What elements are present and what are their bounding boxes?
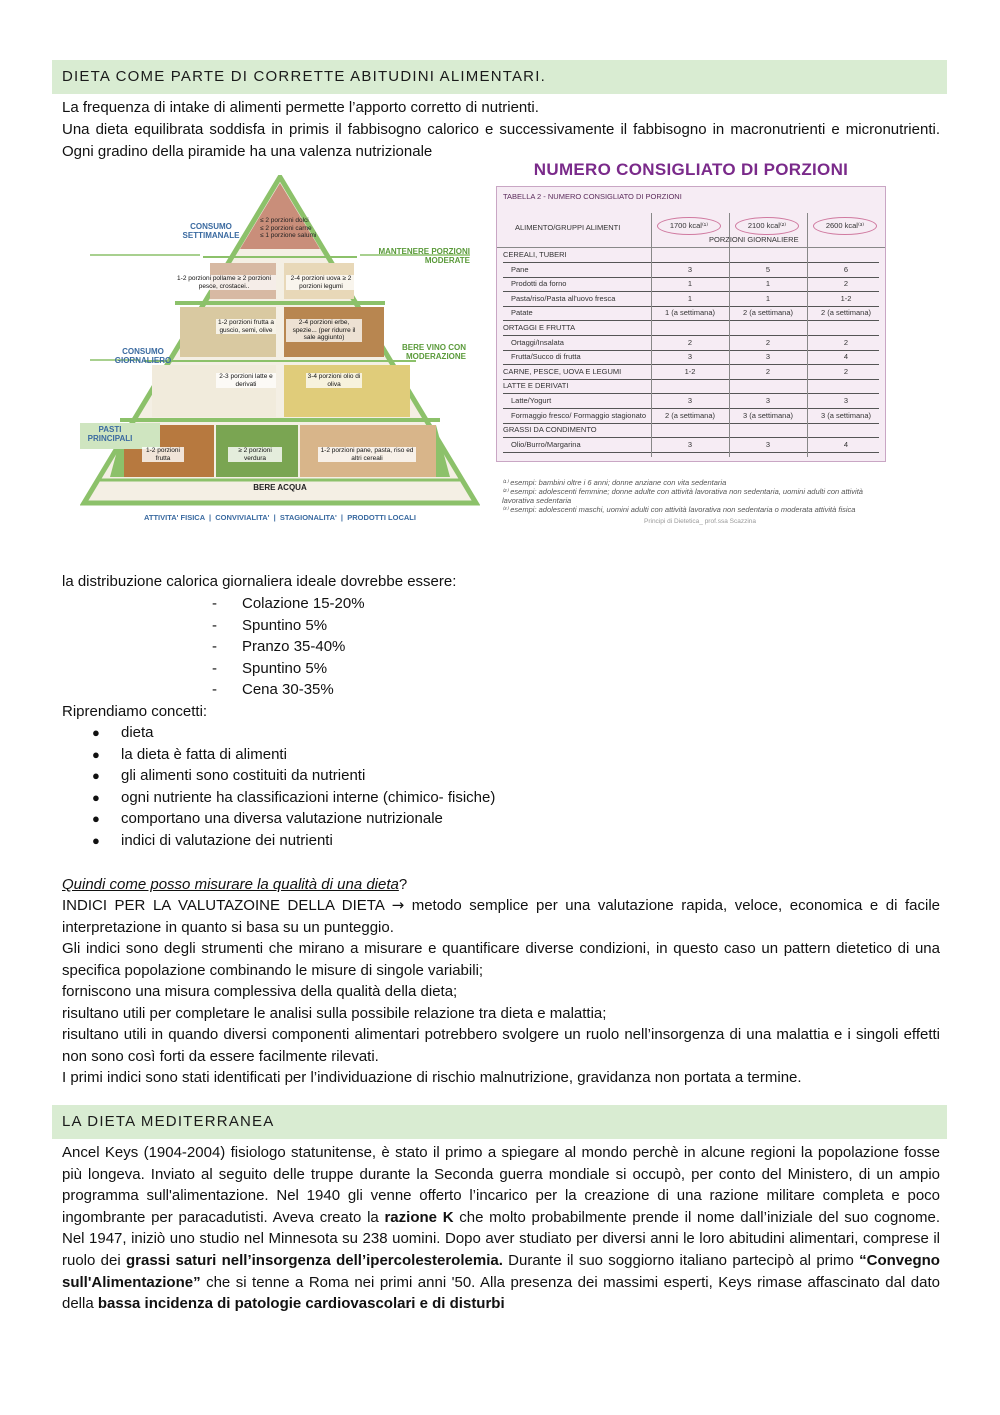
row-divider	[503, 393, 879, 394]
row-divider	[503, 277, 879, 278]
row-label: Latte/Yogurt	[511, 396, 552, 405]
row-value: 3	[687, 352, 693, 362]
credit: Principi di Dietetica_ prof.ssa Scazzina	[644, 518, 756, 525]
tier-top-text	[260, 217, 330, 240]
row-value: 3	[687, 264, 693, 274]
row-label: Formaggio fresco/ Formaggio stagionato	[511, 410, 647, 420]
subheader: PORZIONI GIORNALIERE	[709, 235, 799, 244]
note: ⁽¹⁾ esempi: bambini oltre i 6 anni; donne anziane con vita sedentaria	[502, 478, 727, 487]
section-heading-mediterranea: LA DIETA MEDITERRANEA	[52, 1105, 947, 1139]
row-value: 3	[843, 396, 849, 405]
tier-top-line: ≤ 1 porzione salumi	[260, 232, 317, 239]
row-value: 2 (a settimana)	[664, 410, 716, 420]
distribution-item-label: Colazione 15-20%	[242, 595, 365, 612]
row-divider	[503, 350, 879, 351]
intro-line: La frequenza di intake di alimenti permette l’apporto corretto di nutrienti.	[62, 99, 539, 116]
row-value: 3	[765, 352, 771, 362]
label-consumo-giornaliero: CONSUMO GIORNALIERO	[114, 347, 172, 365]
concepts-intro: Riprendiamo concetti:	[62, 703, 208, 720]
tier3-right-text: 2-4 porzioni erbe, spezie... (per ridurre il sale aggiunto)	[286, 319, 362, 342]
question-text: Quindi come posso misurare la qualità di una dieta	[62, 876, 399, 893]
row-label: Olio/Burro/Margarina	[511, 439, 581, 449]
row-divider	[503, 291, 879, 292]
label-bere-vino: BERE VINO CON MODERAZIONE	[401, 343, 466, 361]
keys-bold: razione K	[384, 1208, 454, 1226]
label-consumo-settimanale: CONSUMO SETTIMANALE	[182, 222, 240, 240]
note: ⁽³⁾ esempi: adolescenti maschi, uomini adulti con attività lavorativa non sedentaria o moderata attività fisica	[502, 505, 856, 514]
concept-item-label: comportano una diversa valutazione nutrizionale	[121, 810, 443, 828]
indices-paragraph-5: risultano utili in quando diversi componenti alimentari potrebbero svolgere un ruolo nell’insorgenza di una malattia e i singoli effetti non sono così forti da essere facilmente rilevati.	[62, 1026, 940, 1065]
indices-paragraph-6: I primi indici sono stati identificati per l’individuazione di rischio malnutrizione, gravidanza non portata a termine.	[62, 1069, 802, 1086]
col-divider	[729, 213, 730, 457]
row-divider	[503, 262, 879, 263]
row-value: 1 (a settimana)	[664, 308, 716, 318]
row-label: Pasta/riso/Pasta all'uovo fresca	[511, 293, 616, 303]
pyramid-base-label: BERE ACQUA	[253, 483, 307, 492]
tier2-right-text: 2-4 porzioni uova ≥ 2 porzioni legumi	[286, 275, 356, 290]
row-label: Frutta/Succo di frutta	[511, 352, 581, 362]
row-label: Pane	[511, 264, 529, 274]
row-label: Prodotti da forno	[511, 279, 567, 289]
row-value: 2	[843, 337, 849, 347]
bullet-icon: ●	[92, 746, 100, 762]
note: ⁽²⁾ esempi: adolescenti femmine; donne adulte con attività lavorativa non sedentaria, uomini adulti con attività lavorativa sedentaria	[502, 487, 863, 505]
dash-marker: -	[212, 616, 217, 634]
row-value: 2 (a settimana)	[742, 308, 794, 318]
pyramid-footer: ATTIVITA' FISICA | CONVIVIALITA' | STAGIONALITA' | PRODOTTI LOCALI	[144, 513, 416, 522]
row-divider	[503, 379, 879, 380]
kcal-header: 1700 kcal⁽¹⁾	[657, 217, 721, 235]
row-value: 1-2	[840, 293, 852, 303]
tier5-frutta-text: 1-2 porzioni frutta	[142, 447, 184, 462]
bullet-icon: ●	[92, 789, 100, 805]
row-divider	[503, 364, 879, 365]
row-divider	[503, 452, 879, 453]
portions-table-figure	[494, 160, 888, 532]
row-value: 2	[765, 337, 771, 347]
concept-item-label: dieta	[121, 724, 154, 741]
row-value: 3	[765, 439, 771, 449]
portions-notes	[502, 478, 882, 514]
row-value: 3	[765, 396, 771, 405]
row-value: 1	[687, 279, 693, 289]
indices-paragraph-4: risultano utili per completare le analisi sulla possibile relazione tra dieta e malattia;	[62, 1005, 607, 1022]
bullet-icon: ●	[92, 768, 100, 784]
col-divider	[807, 213, 808, 457]
indices-title: INDICI PER LA VALUTAZOINE DELLA DIETA	[62, 897, 385, 914]
dash-marker: -	[212, 681, 217, 699]
indices-paragraph-1	[62, 895, 940, 938]
distribution-item-label: Cena 30-35%	[242, 681, 334, 699]
row-divider	[503, 306, 879, 307]
row-value: 2	[843, 366, 849, 376]
divider	[497, 247, 885, 248]
concept-item-label: ogni nutriente ha classificazioni interne (chimico- fisiche)	[121, 788, 496, 806]
label-pasti-principali: PASTI PRINCIPALI	[87, 425, 133, 443]
row-label: ORTAGGI E FRUTTA	[503, 323, 576, 332]
row-label: GRASSI DA CONDIMENTO	[503, 425, 597, 435]
indices-paragraph-3: forniscono una misura complessiva della qualità della dieta;	[62, 983, 458, 1000]
tier5-cereali-text: 1-2 porzioni pane, pasta, riso ed altri cereali	[318, 447, 416, 462]
table-caption: TABELLA 2 - NUMERO CONSIGLIATO DI PORZIONI	[503, 192, 682, 201]
row-value: 2	[843, 279, 849, 289]
row-value: 2	[765, 366, 771, 376]
row-divider	[503, 320, 879, 321]
tier2-left-text: 1-2 porzioni pollame ≥ 2 porzioni pesce, crostacei..	[172, 275, 276, 290]
concept-item-label: gli alimenti sono costituiti da nutrienti	[121, 767, 366, 785]
arrow-icon: →	[391, 896, 405, 914]
distribution-intro: la distribuzione calorica giornaliera ideale dovrebbe essere:	[62, 573, 457, 590]
tier3-left-text: 1-2 porzioni frutta a guscio, semi, olive	[217, 319, 274, 334]
row-value: 3 (a settimana)	[742, 410, 794, 420]
row-value: 3	[687, 396, 693, 405]
row-value: 4	[843, 439, 849, 449]
tier4-right-text: 3-4 porzioni olio di oliva	[307, 373, 361, 388]
question-line	[62, 874, 407, 896]
col-divider	[651, 213, 652, 457]
portions-table-panel	[496, 186, 886, 462]
row-value: 2 (a settimana)	[820, 308, 872, 318]
portions-title: NUMERO CONSIGLIATO DI PORZIONI	[533, 160, 849, 179]
row-label: CARNE, PESCE, UOVA E LEGUMI	[503, 366, 622, 376]
keys-bold: bassa incidenza di patologie cardiovascolari e di disturbi	[97, 1295, 505, 1313]
indices-desc: metodo semplice per una valutazione rapida, veloce, economica e di facile interpretazione in quanto si basa su un punteggio.	[62, 897, 941, 936]
section-heading-dieta: DIETA COME PARTE DI CORRETTE ABITUDINI ALIMENTARI.	[52, 60, 947, 94]
question-mark: ?	[398, 876, 408, 893]
row-divider	[503, 408, 879, 409]
row-value: 3	[687, 439, 693, 449]
col-header: ALIMENTO/GRUPPI ALIMENTI	[515, 223, 621, 232]
row-divider	[503, 423, 879, 424]
row-value: 1	[765, 293, 771, 303]
dash-marker: -	[212, 659, 217, 677]
concept-item-label: la dieta è fatta di alimenti	[121, 745, 287, 763]
tier-top-line: ≤ 2 porzioni dolci	[260, 217, 309, 224]
kcal-header: 2100 kcal⁽²⁾	[735, 217, 799, 235]
kcal-header: 2600 kcal⁽³⁾	[813, 217, 877, 235]
keys-bold: grassi saturi nell’insorgenza dell’ipercolesterolemia.	[125, 1251, 503, 1269]
keys-text: che molto probabilmente prende il nome dall’iniziale del suo cognome. Nel 1947, iniziò uno studio nel Minnesota su 238 uomini. Dopo aver studiato per diversi anni le loro abitudini alimentari, comprese il ruolo dei	[62, 1208, 941, 1269]
tier5-verdura-text: ≥ 2 porzioni verdura	[228, 447, 282, 462]
row-value: 1	[687, 293, 693, 303]
bullet-icon: ●	[92, 725, 100, 740]
keys-text: Durante il suo soggiorno italiano partecipò al primo	[502, 1251, 860, 1269]
dash-marker: -	[212, 595, 217, 612]
tier4-left-text: 2-3 porzioni latte e derivati	[216, 373, 276, 388]
row-label: LATTE E DERIVATI	[503, 381, 569, 391]
food-pyramid-figure	[80, 175, 480, 530]
row-value: 3 (a settimana)	[820, 410, 872, 420]
keys-paragraph	[62, 1142, 940, 1315]
keys-text: Ancel Keys (1904-2004) fisiologo statunitense, è stato il primo a spiegare al mondo perchè in alcune regioni la popolazione fosse più longeva. Inviato al seguito delle truppe durante la Seconda guerra mondiale si occupò, per conto del Ministero, di un ampio programma sull'alimentazione. Nel 1940 gli venne offerto l’incarico per la creazione di una razione militare completa e poco ingombrante per paracadutisti. Aveva creato la	[62, 1144, 940, 1226]
row-value: 1	[765, 279, 771, 289]
label-mantenere-porzioni: MANTENERE PORZIONI MODERATE	[378, 247, 470, 265]
keys-text: che si tenne a Roma nei primi anni '50. Alla presenza dei massimi esperti, Keys rimase affascinato dal dato della	[62, 1273, 940, 1313]
row-value: 4	[843, 352, 849, 362]
concept-item-label: indici di valutazione dei nutrienti	[121, 832, 333, 849]
row-value: 5	[765, 264, 771, 274]
tier-top-line: ≤ 2 porzioni carne	[260, 224, 312, 232]
keys-bold: “Convegno sull'Alimentazione”	[62, 1251, 940, 1291]
row-label: CEREALI, TUBERI	[503, 250, 567, 259]
bullet-icon: ●	[92, 833, 100, 848]
intro-paragraph: Una dieta equilibrata soddisfa in primis il fabbisogno calorico e successivamente il fabbisogno in macronutrienti e micronutrienti. Ogni gradino della piramide ha una valenza nutrizionale	[62, 121, 940, 160]
row-label: Patate	[511, 308, 533, 318]
row-divider	[503, 335, 879, 336]
row-divider	[503, 437, 879, 438]
distribution-item-label: Pranzo 35-40%	[242, 638, 346, 656]
distribution-item-label: Spuntino 5%	[242, 659, 328, 677]
row-label: Ortaggi/Insalata	[511, 337, 564, 347]
row-value: 1-2	[684, 366, 696, 376]
distribution-item-label: Spuntino 5%	[242, 616, 328, 634]
bullet-icon: ●	[92, 811, 100, 827]
row-value: 2	[687, 337, 693, 347]
dash-marker: -	[212, 638, 217, 656]
row-value: 6	[843, 264, 849, 274]
indices-paragraph-2: Gli indici sono degli strumenti che mirano a misurare e quantificare diverse condizioni, in questo caso un pattern dietetico di una specifica popolazione combinando le misure di singole variabili;	[62, 940, 940, 979]
